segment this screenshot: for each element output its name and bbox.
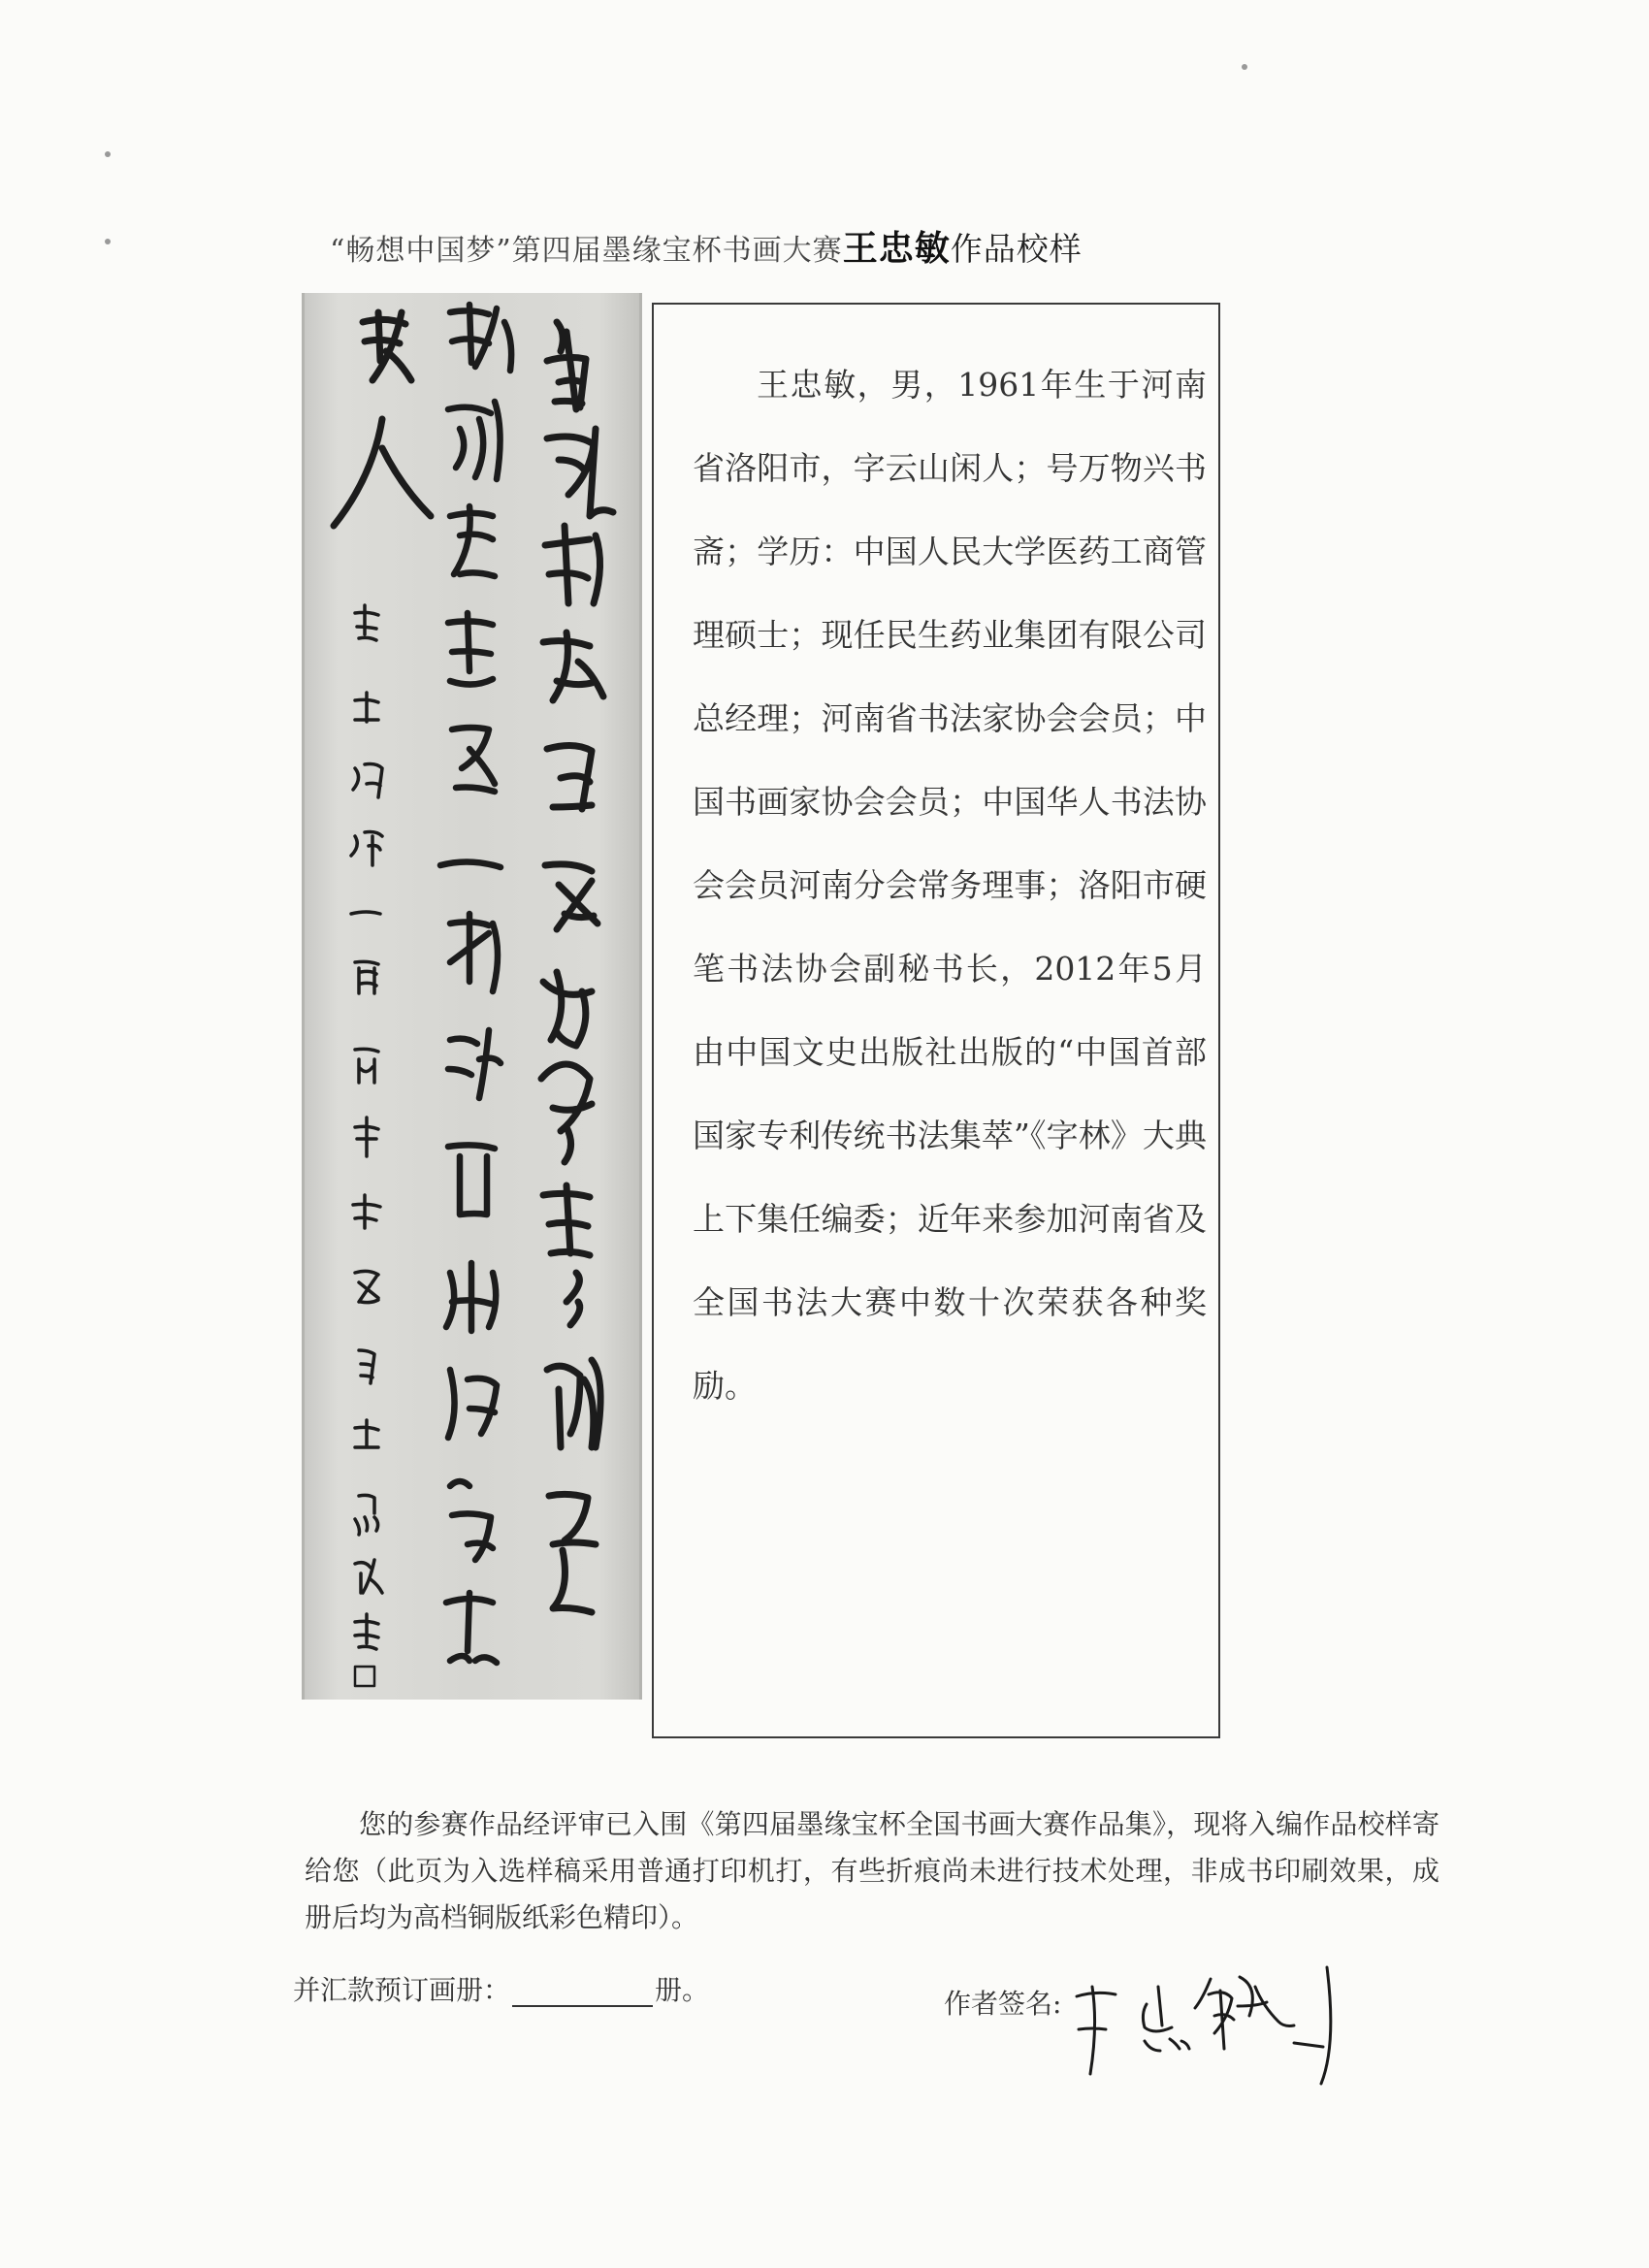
order-unit: 册。	[655, 1974, 710, 2006]
signature-label: 作者签名:	[944, 1988, 1062, 2020]
scan-speck	[105, 151, 111, 157]
artist-name: 王忠敏	[842, 228, 951, 269]
calligraphy-image	[305, 293, 639, 1700]
handwritten-signature	[1065, 1948, 1346, 2093]
title-suffix: 作品校样	[950, 230, 1083, 268]
scan-speck	[1242, 64, 1247, 70]
order-quantity-field[interactable]	[512, 1978, 653, 2007]
selection-notice: 您的参赛作品经评审已入围《第四届墨缘宝杯全国书画大赛作品集》，现将入编作品校样寄给您（此页为入选样稿采用普通打印机打，有些折痕尚未进行技术处理，非成书印刷效果，成册后均为高档铜版纸彩色精印）。	[305, 1808, 1439, 1933]
page-title	[330, 221, 1300, 271]
order-label: 并汇款预订画册：	[293, 1974, 511, 2006]
album-order-line	[293, 1969, 709, 2008]
calligraphy-strokes	[334, 305, 613, 1686]
seal-stamp	[355, 1667, 374, 1686]
artist-bio-box	[652, 303, 1220, 1738]
scan-speck	[105, 239, 111, 244]
calligraphy-artwork	[302, 293, 642, 1700]
title-prefix: “畅想中国梦”第四届墨缘宝杯书画大赛	[330, 234, 843, 268]
artist-bio: 王忠敏，男，1961年生于河南省洛阳市，字云山闲人；号万物兴书斋；学历：中国人民大学医药工商管理硕士；现任民生药业集团有限公司总经理；河南省书法家协会会员；中国书画家协会会员；中国华人书法协会会员河南分会常务理事；洛阳市硬笔书法协会副秘书长，2012年5月由中国文史出版社出版的“中国首部国家专利传统书法集萃”《字林》大典上下集任编委；近年来参加河南省及全国书法大赛中数十次荣获各种奖励。	[693, 366, 1207, 1405]
